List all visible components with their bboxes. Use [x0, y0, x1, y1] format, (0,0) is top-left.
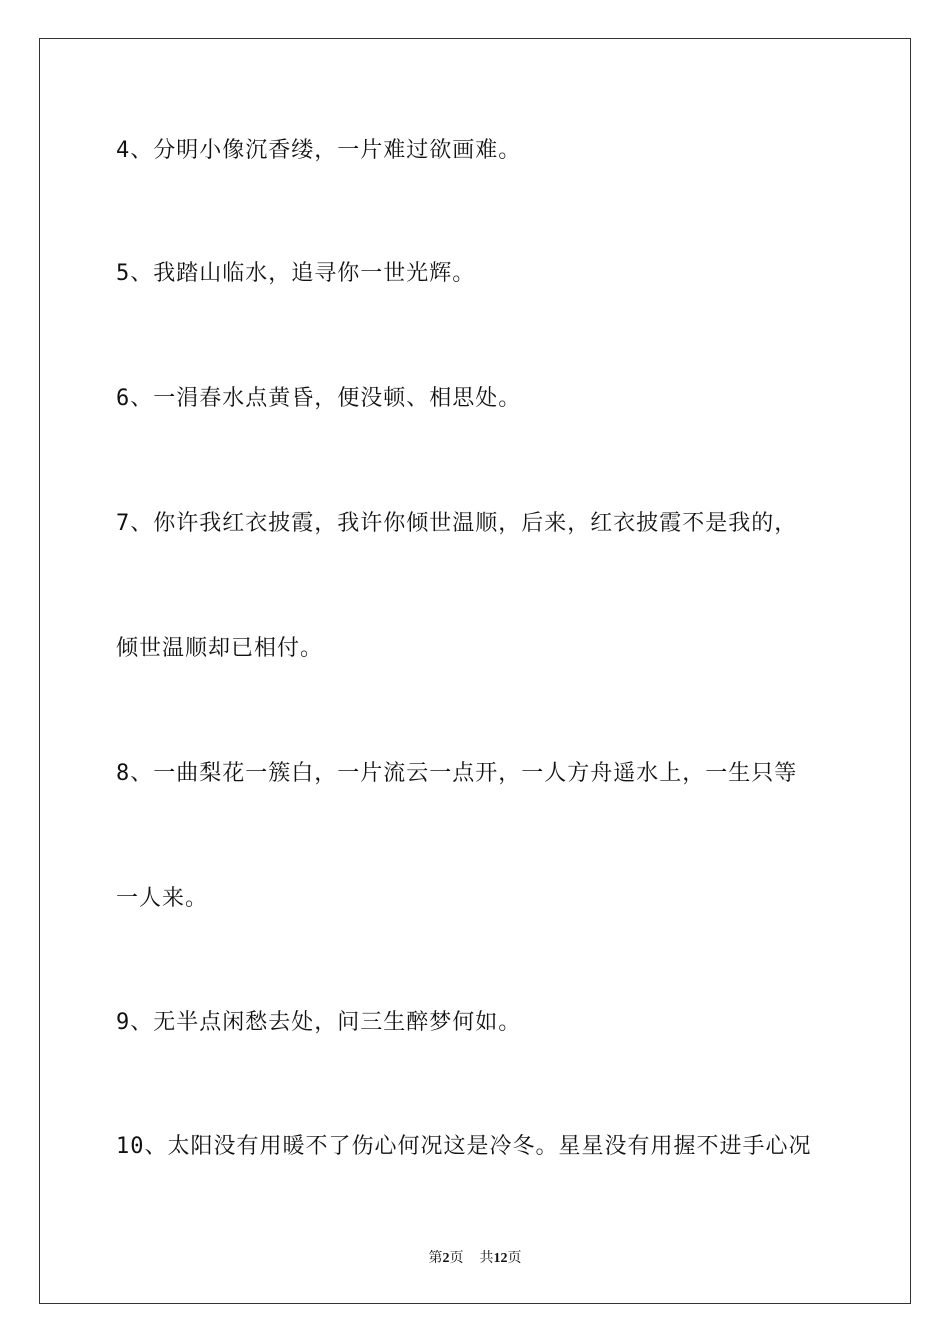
text-line-4: 7、你许我红衣披霞，我许你倾世温顺，后来，红衣披霞不是我的，	[116, 511, 798, 536]
text-line-6: 8、一曲梨花一簇白，一片流云一点开，一人方舟遥水上，一生只等	[116, 761, 798, 786]
footer-total-prefix: 共	[479, 1251, 494, 1266]
footer-total-unit: 页	[507, 1251, 522, 1266]
text-line-8: 9、无半点闲愁去处，问三生醉梦何如。	[116, 1010, 522, 1035]
text-line-1: 4、分明小像沉香缕，一片难过欲画难。	[116, 138, 522, 163]
text-line-7: 一人来。	[116, 886, 209, 911]
text-line-9: 10、太阳没有用暖不了伤心何况这是冷冬。星星没有用握不进手心况	[116, 1134, 812, 1159]
footer-page-total: 12	[493, 1251, 508, 1266]
page-footer	[0, 1247, 950, 1267]
text-line-2: 5、我踏山临水，追寻你一世光辉。	[116, 261, 476, 286]
text-line-5: 倾世温顺却已相付。	[116, 636, 324, 661]
footer-page-unit: 页	[449, 1251, 464, 1266]
footer-page-prefix: 第	[428, 1251, 443, 1266]
page-border	[39, 38, 911, 1304]
footer-page-current: 2	[442, 1251, 450, 1266]
text-line-3: 6、一涓春水点黄昏，便没顿、相思处。	[116, 386, 522, 411]
